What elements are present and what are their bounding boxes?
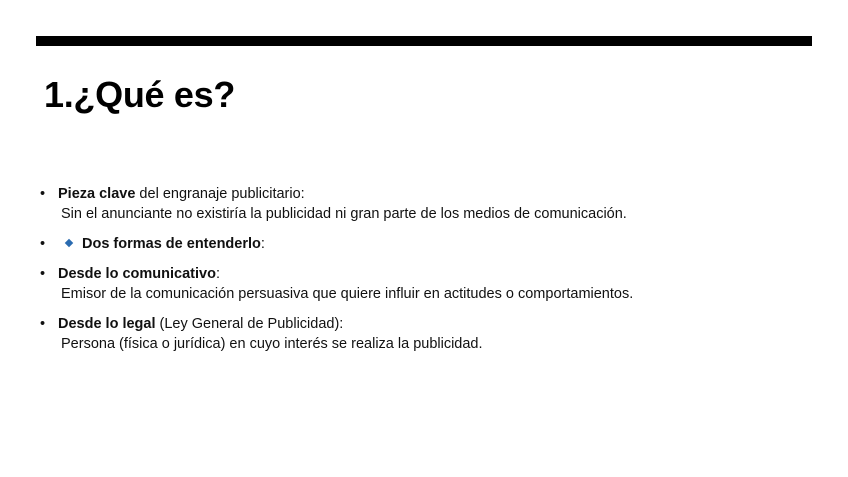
diamond-bullet-icon bbox=[65, 239, 73, 247]
bullet-item-legal bbox=[40, 314, 633, 354]
bullet-item-comunicativo bbox=[40, 264, 633, 304]
bullet-term: Dos formas de entenderlo bbox=[82, 236, 261, 252]
bullet-detail: Persona (física o jurídica) en cuyo interés se realiza la publicidad. bbox=[61, 336, 483, 352]
bullet-text: : bbox=[260, 236, 265, 252]
bullet-term: Desde lo legal bbox=[58, 316, 156, 332]
bullet-item-dos-formas bbox=[40, 234, 633, 254]
bullet-line bbox=[58, 314, 633, 334]
top-divider-bar bbox=[36, 36, 812, 46]
slide-title: 1.¿Qué es? bbox=[44, 74, 236, 115]
bullet-text: (Ley General de Publicidad): bbox=[155, 316, 344, 332]
bullet-marker: • bbox=[40, 186, 46, 202]
bullet-line bbox=[58, 264, 633, 284]
bullet-text: del engranaje publicitario: bbox=[135, 186, 305, 202]
bullet-detail: Sin el anunciante no existiría la publicidad ni gran parte de los medios de comunicación. bbox=[61, 206, 627, 222]
bullet-marker: • bbox=[40, 236, 46, 252]
bullet-item-pieza-clave bbox=[40, 184, 633, 224]
bullet-detail: Emisor de la comunicación persuasiva que quiere influir en actitudes o comportamientos. bbox=[61, 286, 634, 302]
bullet-term: Desde lo comunicativo bbox=[58, 266, 216, 282]
bullet-term: Pieza clave bbox=[58, 186, 136, 202]
bullet-marker: • bbox=[40, 316, 46, 332]
bullet-line bbox=[58, 234, 633, 254]
bullet-line bbox=[58, 184, 633, 204]
bullet-marker: • bbox=[40, 266, 46, 282]
bullet-list bbox=[40, 184, 633, 364]
bullet-text: : bbox=[215, 266, 220, 282]
